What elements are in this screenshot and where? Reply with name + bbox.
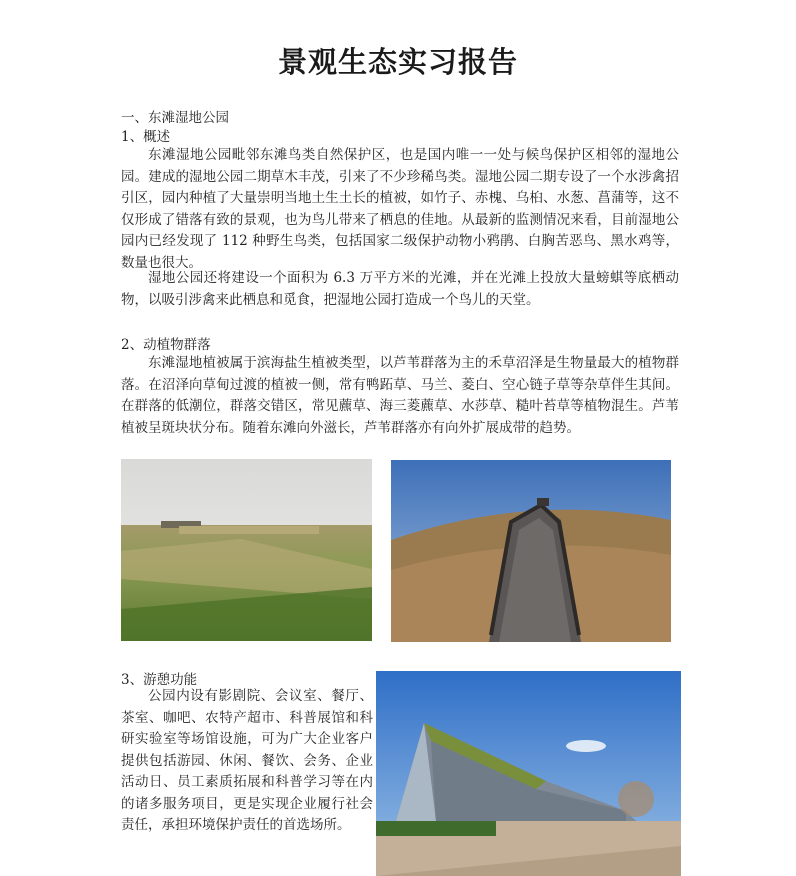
subsection-heading-communities: 2、动植物群落 <box>121 337 211 353</box>
wetland-grass-photo <box>121 459 372 641</box>
overview-paragraph-2: 湿地公园还将建设一个面积为 6.3 万平方米的光滩，并在光滩上投放大量螃蜞等底栖动物，以吸引涉禽来此栖息和觅食，把湿地公园打造成一个鸟儿的天堂。 <box>121 270 679 308</box>
visitor-center-photo <box>376 671 681 876</box>
overview-paragraph-1: 东滩湿地公园毗邻东滩鸟类自然保护区，也是国内唯一一处与候鸟保护区相邻的湿地公园。建成的湿地公园二期草木丰茂，引来了不少珍稀鸟类。湿地公园二期专设了一个水涉禽招引区，园内种植了大量崇明当地土生土长的植被，如竹子、赤槐、乌桕、水葱、菖蒲等，这不仅形成了错落有致的景观，也为鸟儿带来了栖息的佳地。从最新的监测情况来看，目前湿地公园内已经发现了 112 种野生鸟类，包括国家二级保护动物小鸦鹃、白胸苦恶鸟、黑水鸡等，数量也很大。 <box>121 147 679 271</box>
section-heading-1: 一、东滩湿地公园 <box>121 110 229 126</box>
page-title: 景观生态实习报告 <box>277 45 518 79</box>
subsection-heading-overview: 1、概述 <box>121 129 171 145</box>
subsection-heading-recreation: 3、游憩功能 <box>121 672 198 688</box>
reed-boardwalk-photo <box>391 460 671 642</box>
communities-paragraph: 东滩湿地植被属于滨海盐生植被类型，以芦苇群落为主的禾草沼泽是生物量最大的植物群落。在沼泽向草甸过渡的植被一侧，常有鸭跖草、马兰、菱白、空心链子草等杂草伴生其间。在群落的低潮位，群落交错区，常见藨草、海三菱藨草、水莎草、糙叶苔草等植物混生。芦苇植被呈斑块状分布。随着东滩向外滋长，芦苇群落亦有向外扩展成带的趋势。 <box>121 355 679 436</box>
recreation-paragraph: 公园内设有影剧院、会议室、餐厅、茶室、咖吧、农特产超市、科普展馆和科研实验室等场馆设施，可为广大企业客户提供包括游园、休闲、餐饮、会务、企业活动日、员工素质拓展和科普学习等在内的诸多服务项目，更是实现企业履行社会责任，承担环境保护责任的首选场所。 <box>121 688 373 833</box>
